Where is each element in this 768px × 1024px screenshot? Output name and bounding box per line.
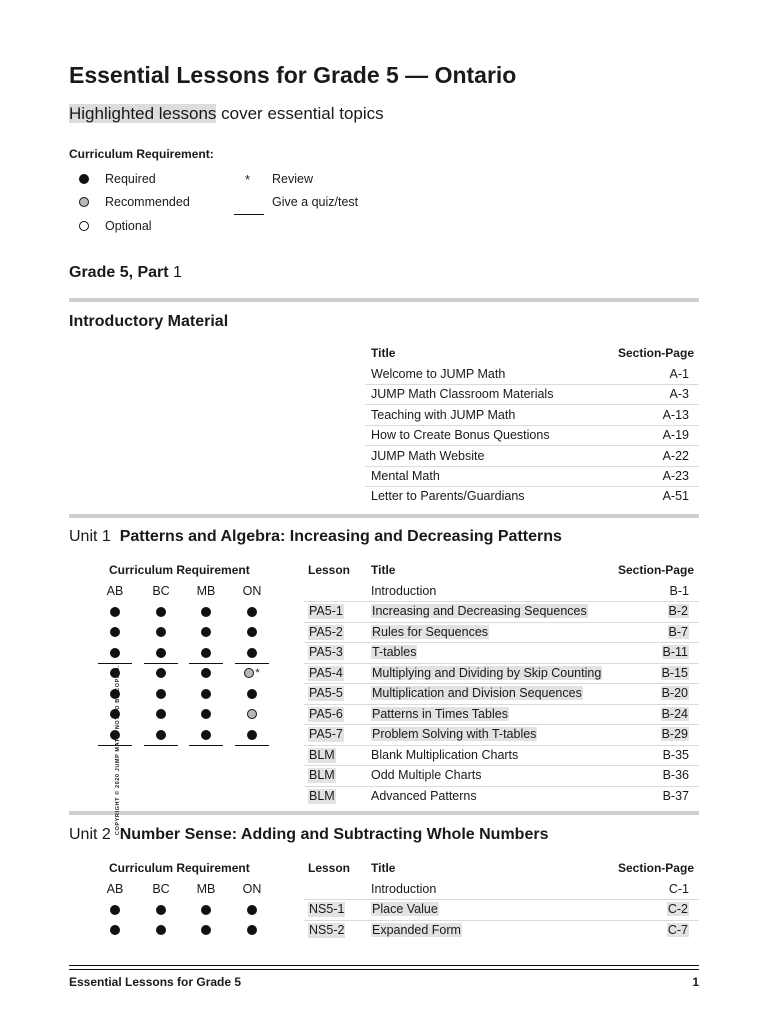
lesson-page	[668, 625, 689, 640]
lesson-title-text: Rules for Sequences	[372, 624, 489, 639]
intro-row-title: JUMP Math Classroom Materials	[371, 387, 554, 402]
lesson-title-text: Multiplying and Dividing by Skip Counting	[372, 665, 602, 680]
required-dot-icon	[201, 668, 211, 678]
province-header-on: ON	[242, 881, 262, 896]
lesson-title-text: Expanded Form	[372, 922, 461, 937]
table-row-divider	[304, 683, 699, 684]
lesson-title	[371, 666, 602, 681]
legend-optional-label: Optional	[105, 219, 152, 233]
lesson-title-text: Multiplication and Division Sequences	[372, 686, 582, 700]
intro-row-title: Welcome to JUMP Math	[371, 367, 506, 381]
quiz-line-icon	[234, 214, 264, 215]
lesson-title-text: Increasing and Decreasing Sequences	[372, 604, 587, 618]
lesson-page-text: B-29	[661, 727, 688, 741]
table-row-divider	[365, 404, 699, 405]
table-row-divider	[304, 745, 699, 746]
intro-row-page: A-13	[662, 407, 689, 422]
lesson-page	[663, 768, 689, 783]
required-dot-icon	[201, 627, 211, 637]
lesson-page-text: B-37	[662, 788, 689, 803]
unit1-name: Patterns and Algebra: Increasing and Decreasing Patterns	[119, 528, 562, 545]
requirement-cell	[238, 604, 266, 619]
legend-quiz-label: Give a quiz/test	[272, 195, 359, 209]
lesson-page	[663, 748, 689, 763]
required-dot-icon	[201, 925, 211, 935]
title-header: Title	[371, 563, 396, 577]
lesson-title	[371, 768, 481, 783]
lesson-code: PA5-6	[309, 706, 343, 721]
requirement-cell	[238, 707, 266, 722]
required-dot-icon	[156, 668, 166, 678]
lesson-page	[667, 902, 689, 917]
required-dot-icon	[247, 627, 257, 637]
intro-col-section: Section-Page	[617, 346, 694, 360]
requirement-cell	[192, 625, 220, 640]
intro-row-page: A-51	[662, 489, 689, 504]
lesson-page-text: C-7	[667, 922, 688, 937]
lesson-code: BLM	[309, 768, 335, 782]
requirement-cell	[238, 666, 266, 681]
table-row-divider	[304, 899, 699, 900]
required-dot-icon	[110, 607, 120, 617]
requirement-cell	[238, 625, 266, 640]
page-subtitle	[69, 104, 384, 124]
required-dot-icon	[247, 925, 257, 935]
required-dot-icon	[201, 905, 211, 915]
intro-row-page: A-3	[669, 387, 689, 402]
lesson-page-text: B-1	[669, 583, 689, 598]
province-header-mb: MB	[196, 881, 216, 896]
footer-title: Essential Lessons for Grade 5	[69, 975, 242, 989]
lesson-title-text: Problem Solving with T-tables	[372, 727, 537, 741]
requirement-cell	[147, 686, 175, 701]
lesson-page-text: B-11	[662, 645, 688, 659]
lesson-code: BLM	[309, 747, 335, 762]
requirement-cell	[192, 645, 220, 660]
required-dot-icon	[156, 905, 166, 915]
section-divider	[69, 514, 699, 518]
lesson-page-text: B-7	[668, 624, 688, 639]
lesson-page	[662, 645, 689, 660]
section-divider	[69, 298, 699, 302]
table-row-divider	[365, 486, 699, 487]
intro-row-title: How to Create Bonus Questions	[371, 428, 550, 443]
required-dot-icon	[247, 648, 257, 658]
copyright-note: COPYRIGHT © 2020 JUMP MATH: NOT TO BE COPIED.	[115, 664, 121, 836]
intro-row-page: A-23	[662, 469, 689, 483]
lesson-title-text: Patterns in Times Tables	[372, 706, 508, 721]
lesson-header: Lesson	[308, 563, 351, 577]
requirement-cell	[192, 686, 220, 701]
required-dot-icon	[156, 607, 166, 617]
lesson-title	[371, 686, 583, 701]
intro-row-title: JUMP Math Website	[371, 448, 485, 463]
intro-title: Introductory Material	[69, 313, 229, 330]
curriculum-header: Curriculum Requirement	[109, 563, 250, 577]
lesson-title-text: Place Value	[372, 902, 438, 916]
lesson-code: NS5-2	[309, 922, 345, 937]
section-divider	[69, 811, 699, 815]
table-row-divider	[304, 724, 699, 725]
requirement-cell	[147, 625, 175, 640]
required-dot-icon	[156, 709, 166, 719]
requirement-cell	[101, 604, 129, 619]
unit2-number: Unit 2	[69, 826, 111, 843]
lesson-page-text: B-35	[662, 747, 689, 762]
lesson-title	[371, 645, 417, 660]
province-header-bc: BC	[152, 583, 170, 598]
province-header-mb: MB	[196, 583, 216, 598]
lesson-title-text: Advanced Patterns	[371, 788, 477, 803]
lesson-title	[371, 748, 518, 763]
lesson-page-text: C-1	[668, 881, 689, 896]
table-row-divider	[304, 622, 699, 623]
section-header: Section-Page	[617, 563, 694, 577]
requirement-cell	[147, 923, 175, 938]
part-title	[69, 264, 182, 282]
requirement-cell	[192, 727, 220, 742]
requirement-cell	[147, 707, 175, 722]
table-row-divider	[365, 384, 699, 385]
province-header-ab: AB	[106, 881, 124, 896]
province-header-ab: AB	[106, 583, 124, 598]
requirement-cell	[147, 645, 175, 660]
unit2-title	[69, 826, 548, 844]
requirement-cell	[238, 645, 266, 660]
unit1-title	[69, 528, 562, 546]
required-dot-icon	[201, 648, 211, 658]
requirement-cell	[147, 727, 175, 742]
requirement-cell	[101, 902, 129, 917]
requirement-cell	[238, 727, 266, 742]
requirement-cell	[192, 707, 220, 722]
intro-row-page: A-19	[662, 428, 689, 443]
lesson-code: PA5-7	[309, 727, 343, 741]
required-dot-icon	[201, 607, 211, 617]
lesson-code: BLM	[309, 788, 335, 803]
footer-rule	[69, 969, 699, 970]
requirement-cell	[192, 923, 220, 938]
requirement-cell	[192, 604, 220, 619]
lesson-page	[661, 666, 689, 681]
curriculum-header: Curriculum Requirement	[109, 861, 250, 875]
quiz-underline-icon	[189, 745, 223, 746]
lesson-title	[371, 707, 509, 722]
lesson-header: Lesson	[308, 861, 351, 875]
lesson-title	[371, 923, 462, 938]
lesson-page	[668, 604, 689, 619]
requirement-cell	[192, 666, 220, 681]
page	[69, 0, 699, 1024]
quiz-underline-icon	[144, 745, 178, 746]
review-star-icon: *	[255, 667, 260, 679]
required-dot-icon	[201, 689, 211, 699]
lesson-title-text: Introduction	[371, 881, 437, 896]
legend-recommended	[79, 195, 190, 209]
legend-review-label: Review	[272, 172, 313, 186]
lesson-title	[371, 902, 439, 917]
requirement-cell	[192, 902, 220, 917]
intro-row-title: Mental Math	[371, 469, 440, 483]
table-row-divider	[304, 642, 699, 643]
legend-optional	[79, 219, 152, 233]
table-row-divider	[365, 445, 699, 446]
required-dot-icon	[156, 627, 166, 637]
required-dot-icon	[79, 174, 89, 184]
legend-required	[79, 172, 156, 186]
required-dot-icon	[156, 730, 166, 740]
lesson-title	[371, 727, 537, 742]
lesson-page-text: B-2	[668, 604, 688, 618]
intro-row-page: A-1	[669, 367, 689, 381]
requirement-cell	[238, 923, 266, 938]
lesson-code: PA5-2	[309, 624, 343, 639]
lesson-page-text: B-20	[661, 686, 688, 700]
lesson-page	[663, 789, 689, 804]
province-header-bc: BC	[152, 881, 170, 896]
part-prefix: Grade 5, Part	[69, 264, 174, 281]
lesson-page-text: C-2	[667, 902, 688, 916]
lesson-title-text: Odd Multiple Charts	[371, 768, 482, 782]
required-dot-icon	[156, 925, 166, 935]
lesson-code: NS5-1	[309, 902, 345, 916]
table-row-divider	[365, 466, 699, 467]
required-dot-icon	[201, 730, 211, 740]
required-dot-icon	[110, 925, 120, 935]
quiz-underline-icon	[235, 745, 269, 746]
lesson-title	[371, 789, 477, 804]
intro-row-title: Teaching with JUMP Math	[371, 407, 516, 422]
required-dot-icon	[247, 905, 257, 915]
requirement-cell	[238, 902, 266, 917]
required-dot-icon	[247, 607, 257, 617]
required-dot-icon	[156, 648, 166, 658]
subtitle-highlight: Highlighted lessons	[69, 104, 217, 123]
lesson-title-text: Blank Multiplication Charts	[371, 747, 519, 762]
title-header: Title	[371, 861, 396, 875]
page-title: Essential Lessons for Grade 5 — Ontario	[69, 62, 517, 88]
section-header: Section-Page	[617, 861, 694, 875]
intro-row-page: A-22	[662, 448, 689, 463]
lesson-code: PA5-1	[309, 604, 343, 618]
lesson-title-text: T-tables	[372, 645, 417, 659]
lesson-title	[371, 882, 436, 897]
quiz-underline-icon	[189, 663, 223, 664]
table-row-divider	[304, 765, 699, 766]
lesson-page	[667, 923, 689, 938]
requirement-cell	[147, 902, 175, 917]
lesson-page	[661, 727, 689, 742]
requirement-cell	[147, 604, 175, 619]
requirement-cell	[101, 923, 129, 938]
recommended-dot-icon	[247, 709, 257, 719]
table-row-divider	[304, 704, 699, 705]
quiz-underline-icon	[235, 663, 269, 664]
lesson-page-text: B-15	[661, 665, 688, 680]
page-number: 1	[692, 975, 699, 989]
legend-recommended-label: Recommended	[105, 195, 190, 209]
lesson-code: PA5-4	[309, 665, 343, 680]
required-dot-icon	[156, 689, 166, 699]
footer-rule	[69, 965, 699, 966]
required-dot-icon	[247, 730, 257, 740]
lesson-page	[669, 882, 689, 897]
requirement-cell	[238, 686, 266, 701]
table-row-divider	[304, 663, 699, 664]
table-row-divider	[304, 601, 699, 602]
curriculum-heading: Curriculum Requirement:	[69, 147, 214, 161]
required-dot-icon	[247, 689, 257, 699]
lesson-page	[670, 584, 689, 599]
recommended-dot-icon	[244, 668, 254, 678]
unit1-number: Unit 1	[69, 528, 111, 545]
intro-row-title: Letter to Parents/Guardians	[371, 489, 525, 504]
recommended-dot-icon	[79, 197, 89, 207]
lesson-title	[371, 604, 588, 619]
province-header-on: ON	[242, 583, 262, 598]
required-dot-icon	[201, 709, 211, 719]
required-dot-icon	[110, 627, 120, 637]
legend-required-label: Required	[105, 172, 156, 186]
quiz-underline-icon	[144, 663, 178, 664]
lesson-page-text: B-36	[662, 768, 689, 782]
review-star-icon: *	[245, 172, 251, 187]
lesson-title-text: Introduction	[371, 583, 437, 598]
part-number: 1	[173, 264, 182, 281]
lesson-title	[371, 584, 436, 599]
lesson-page	[661, 686, 689, 701]
table-row-divider	[365, 425, 699, 426]
unit2-name: Number Sense: Adding and Subtracting Whole Numbers	[119, 826, 549, 843]
lesson-title	[371, 625, 489, 640]
requirement-cell	[101, 625, 129, 640]
lesson-code: PA5-3	[309, 645, 343, 659]
required-dot-icon	[110, 905, 120, 915]
lesson-page	[661, 707, 689, 722]
lesson-page-text: B-24	[661, 706, 688, 721]
table-row-divider	[304, 920, 699, 921]
lesson-code: PA5-5	[309, 686, 343, 700]
optional-dot-icon	[79, 221, 89, 231]
table-row-divider	[304, 786, 699, 787]
intro-col-title: Title	[371, 346, 396, 360]
subtitle-rest: cover essential topics	[216, 104, 384, 123]
requirement-cell	[147, 666, 175, 681]
